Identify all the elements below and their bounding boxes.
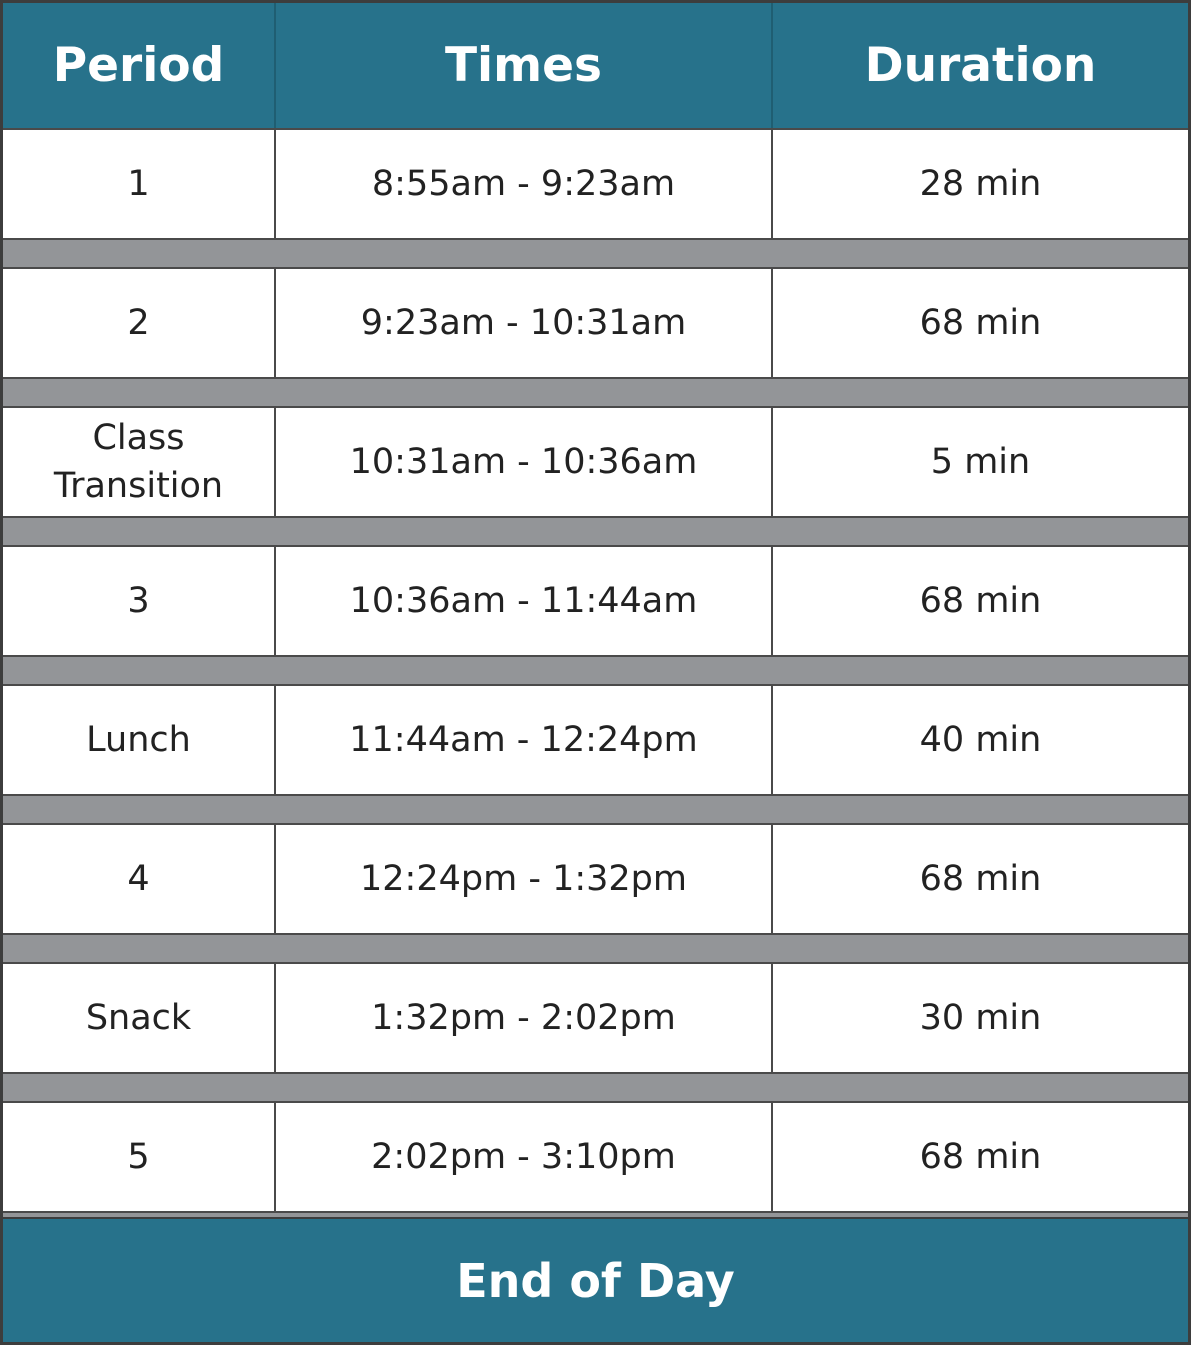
table-row — [3, 406, 1188, 518]
times-cell: 12:24pm - 1:32pm — [276, 825, 773, 933]
header-times: Times — [276, 3, 773, 128]
header-period: Period — [3, 3, 276, 128]
period-cell: Class Transition — [3, 408, 276, 516]
duration-cell: 30 min — [919, 998, 1042, 1038]
table-row — [3, 684, 1188, 796]
table-row — [3, 267, 1188, 379]
duration-cell: 28 min — [919, 164, 1042, 204]
duration-cell: 68 min — [919, 1137, 1042, 1177]
times-cell: 8:55am - 9:23am — [276, 130, 773, 238]
period-cell: 1 — [3, 130, 276, 238]
duration-cell: 68 min — [919, 581, 1042, 621]
times-cell: 2:02pm - 3:10pm — [276, 1103, 773, 1211]
duration-cell: 40 min — [919, 720, 1042, 760]
times-cell: 10:36am - 11:44am — [276, 547, 773, 655]
times-cell: 1:32pm - 2:02pm — [276, 964, 773, 1072]
times-cell: 11:44am - 12:24pm — [276, 686, 773, 794]
period-cell: Snack — [3, 964, 276, 1072]
table-row — [3, 962, 1188, 1074]
period-cell: 3 — [3, 547, 276, 655]
table-row — [3, 545, 1188, 657]
period-cell: 5 — [3, 1103, 276, 1211]
times-cell: 9:23am - 10:31am — [276, 269, 773, 377]
end-of-day-footer: End of Day — [3, 1217, 1188, 1342]
duration-cell: 68 min — [919, 303, 1042, 343]
period-cell: Lunch — [3, 686, 276, 794]
table-row — [3, 1101, 1188, 1213]
table-row — [3, 128, 1188, 240]
period-cell: 2 — [3, 269, 276, 377]
duration-cell: 68 min — [919, 859, 1042, 899]
period-cell: 4 — [3, 825, 276, 933]
duration-cell: 5 min — [930, 442, 1031, 482]
table-header — [3, 3, 1188, 128]
table-row — [3, 823, 1188, 935]
times-cell: 10:31am - 10:36am — [276, 408, 773, 516]
header-duration: Duration — [864, 38, 1097, 93]
